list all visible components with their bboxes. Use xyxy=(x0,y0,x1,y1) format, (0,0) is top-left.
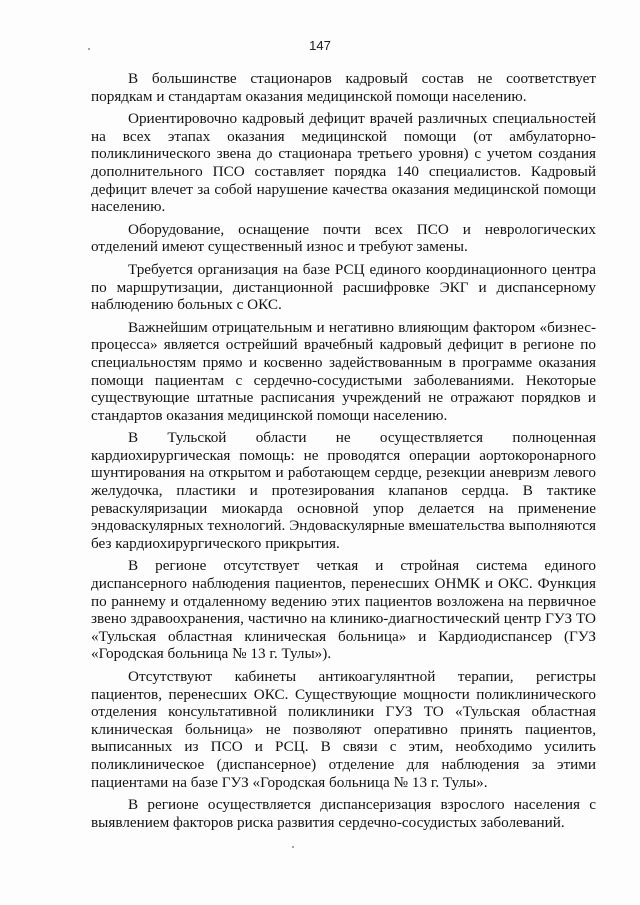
paragraph: Важнейшим отрицательным и негативно влияющим фактором «бизнес-процесса» является острейший врачебный кадровый дефицит в регионе по специальностям прямо и косвенно задействованным в программе оказания помощи пациентам с сердечно-сосудистыми заболеваниями. Некоторые существующие штатные расписания учреждений не отражают порядков и стандартов оказания медицинской помощи населению. xyxy=(91,318,596,424)
paragraph: В регионе осуществляется диспансеризация взрослого населения с выявлением факторов риска развития сердечно-сосудистых заболеваний. xyxy=(91,796,596,831)
paragraph: В большинстве стационаров кадровый состав не соответствует порядкам и стандартам оказания медицинской помощи населению. xyxy=(91,70,596,105)
paragraph: Требуется организация на базе РСЦ единого координационного центра по маршрутизации, дистанционной расшифровке ЭКГ и диспансерному наблюдению больных с ОКС. xyxy=(91,260,596,314)
body-text xyxy=(91,70,596,836)
paragraph: Оборудование, оснащение почти всех ПСО и неврологических отделений имеют существенный износ и требуют замены. xyxy=(91,220,596,256)
paragraph: В регионе отсутствует четкая и стройная система единого диспансерного наблюдения пациентов, перенесших ОНМК и ОКС. Функция по раннему и отдаленному ведению этих пациентов возложена на первичное звено здравоохранения, частично на клинико-диагностический центр ГУЗ ТО «Тульская областная клиническая больница» и Кардиодиспансер (ГУЗ «Городская больница № 13 г. Тулы»). xyxy=(91,557,596,663)
scan-speck xyxy=(88,48,90,50)
scan-speck xyxy=(292,846,294,848)
page-number: 147 xyxy=(309,38,331,53)
paragraph: Отсутствуют кабинеты антикоагулянтной терапии, регистры пациентов, перенесших ОКС. Существующие мощности поликлинического отделения консультативной поликлиники ГУЗ ТО «Тульская областная клиническая больница» не позволяют оперативно принять пациентов, выписанных из ПСО и РСЦ. В связи с этим, необходимо усилить поликлиническое (диспансерное) отделение для наблюдения за этими пациентами на базе ГУЗ «Городская больница № 13 г. Тулы». xyxy=(91,668,596,791)
paragraph: Ориентировочно кадровый дефицит врачей различных специальностей на всех этапах оказания медицинской помощи (от амбулаторно-поликлинического звена до стационара третьего уровня) с учетом создания дополнительного ПСО составляет порядка 140 специалистов. Кадровый дефицит влечет за собой нарушение качества оказания медицинской помощи населению. xyxy=(91,110,596,216)
paragraph: В Тульской области не осуществляется полноценная кардиохирургическая помощь: не проводятся операции аортокоронарного шунтирования на открытом и работающем сердце, резекции аневризм левого желудочка, пластики и протезирования клапанов сердца. В тактике реваскуляризации миокарда основной упор делается на применение эндоваскулярных технологий. Эндоваскулярные вмешательства выполняются без кардиохирургического прикрытия. xyxy=(91,429,596,552)
